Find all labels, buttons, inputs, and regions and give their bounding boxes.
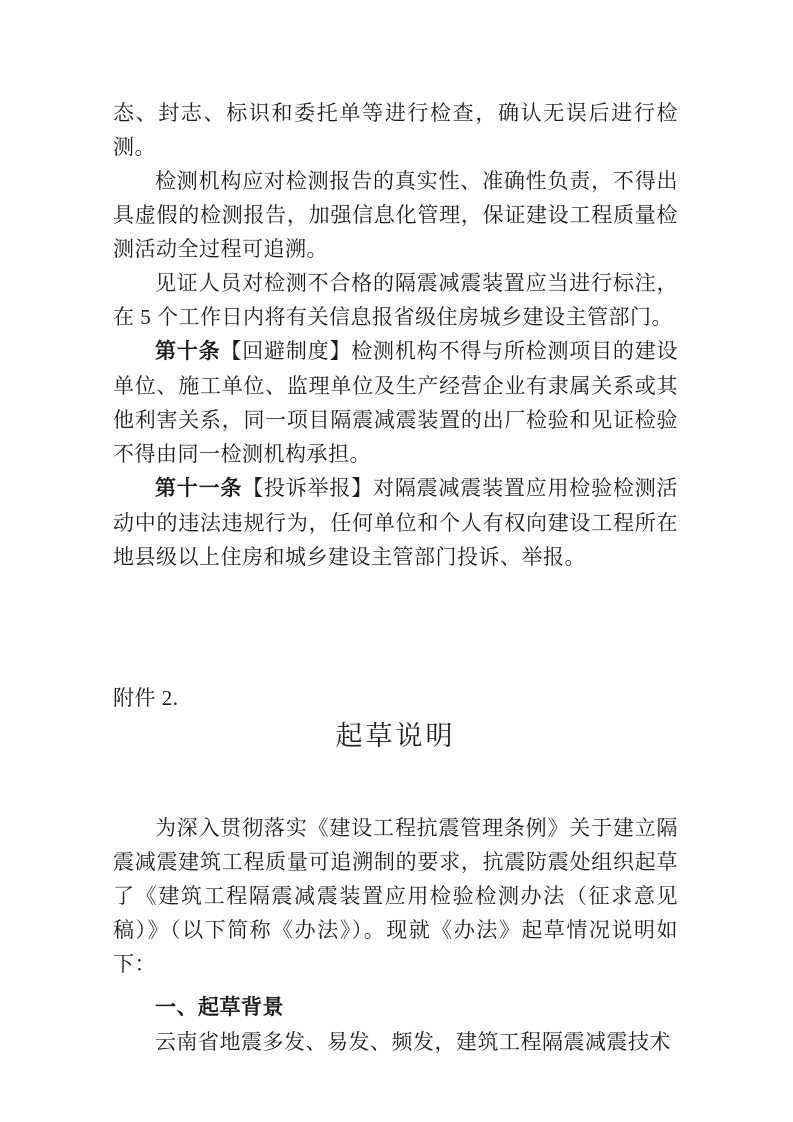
drafting-background-paragraph: 云南省地震多发、易发、频发，建筑工程隔震减震技术 [155,1030,671,1054]
article-11-bracket-title: 【投诉举报】 [242,476,374,500]
article-10-number: 第十条 [155,340,221,363]
paragraph-witness-personnel: 见证人员对检测不合格的隔震减震装置应当进行标注，在 5 个工作日内将有关信息报省级住房城乡建设主管部门。 [113,271,678,329]
paragraph-detection-report: 检测机构应对检测报告的真实性、准确性负责，不得出具虚假的检测报告，加强信息化管理，保证建设工程质量检测活动全过程可追溯。 [113,169,678,261]
drafting-note-intro-paragraph: 为深入贯彻落实《建设工程抗震管理条例》关于建立隔震减震建筑工程质量可追溯制的要求，抗震防震处组织起草了《建筑工程隔震减震装置应用检验检测办法（征求意见稿）》（以下简称《办法》）。现就《办法》起草情况说明如下： [113,816,678,976]
article-10-text: 检测机构不得与所检测项目的建设单位、施工单位、监理单位及生产经营企业有隶属关系或其他利害关系，同一项目隔震减震装置的出厂检验和见证检验不得由同一检测机构承担。 [113,339,679,466]
regulation-articles-section [113,96,678,574]
article-10-paragraph [113,334,678,471]
article-11-number: 第十一条 [155,477,243,500]
article-10-bracket-title: 【回避制度】 [220,339,352,363]
article-11-text: 对隔震减震装置应用检验检测活动中的违法违规行为，任何单位和个人有权向建设工程所在地县级以上住房和城乡建设主管部门投诉、举报。 [113,476,679,569]
paragraph-continuation: 态、封志、标识和委托单等进行检查，确认无误后进行检测。 [113,101,678,159]
drafting-note-title: 起草说明 [335,721,456,751]
drafting-background-heading: 一、起草背景 [155,996,284,1019]
article-11-paragraph [113,471,678,574]
drafting-note-section [113,811,678,1059]
attachment-label: 附件 2. [113,686,179,710]
